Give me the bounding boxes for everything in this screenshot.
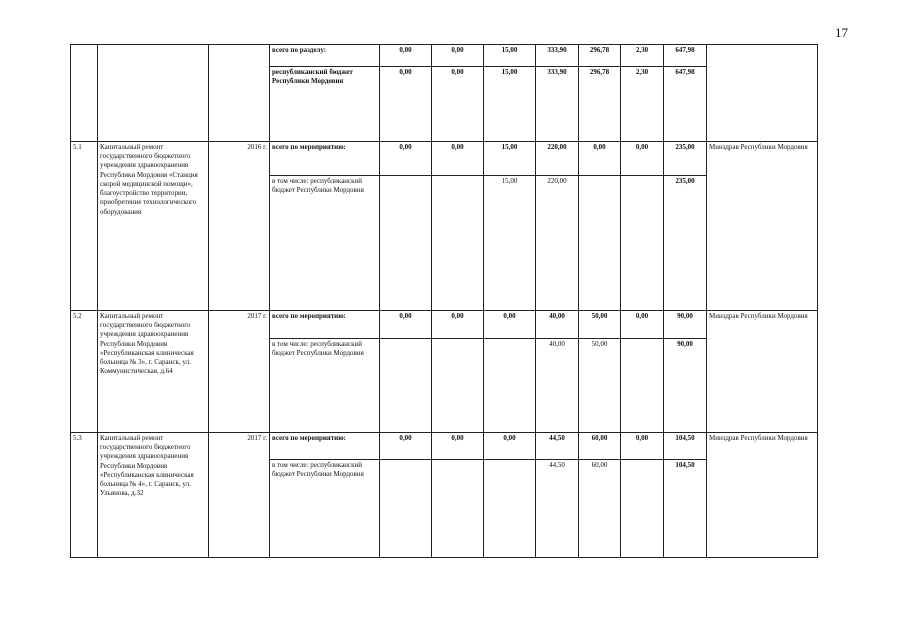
- section-budget-label: республиканский бюджет Республики Мордовия: [270, 67, 380, 142]
- value-cell: 90,00: [664, 311, 707, 339]
- value-cell: 0,00: [432, 45, 484, 67]
- value-cell: 333,90: [536, 67, 579, 142]
- item-executor: Минздрав Республики Мордовия: [707, 142, 818, 311]
- item-executor: Минздрав Республики Мордовия: [707, 311, 818, 433]
- value-cell: [432, 339, 484, 433]
- value-cell: 0,00: [579, 142, 621, 176]
- value-cell: 647,98: [664, 45, 707, 67]
- value-cell: 333,90: [536, 45, 579, 67]
- item-executor: Минздрав Республики Мордовия: [707, 433, 818, 558]
- item-number: 5.1: [71, 142, 98, 311]
- item-description: Капитальный ремонт государственного бюджетного учреждения здравоохранения Республики Мордовия «Республиканская клиническая больница № 3», г. Саранск, ул. Коммунистическая, д.64: [98, 311, 209, 433]
- value-cell: 220,00: [536, 176, 579, 311]
- item-description: Капитальный ремонт государственного бюджетного учреждения здравоохранения Республики Мордовия «Республиканская клиническая больница № 4», г. Саранск, ул. Ульянова, д.32: [98, 433, 209, 558]
- item-sub-label: в том числе: республиканский бюджет Республики Мордовия: [270, 339, 380, 433]
- value-cell: 296,78: [579, 67, 621, 142]
- value-cell: 0,00: [484, 311, 536, 339]
- value-cell: 0,00: [380, 45, 432, 67]
- value-cell: [484, 460, 536, 558]
- value-cell: 40,00: [536, 339, 579, 433]
- value-cell: 90,00: [664, 339, 707, 433]
- value-cell: 0,00: [432, 67, 484, 142]
- value-cell: 2,30: [621, 67, 664, 142]
- value-cell: [380, 339, 432, 433]
- budget-table: [70, 44, 818, 558]
- value-cell: [579, 176, 621, 311]
- empty-description-cell: [98, 45, 209, 142]
- item-total-label: всего по мероприятию:: [270, 311, 380, 339]
- value-cell: 647,98: [664, 67, 707, 142]
- value-cell: 0,00: [432, 142, 484, 176]
- value-cell: [380, 460, 432, 558]
- item-year: 2017 г.: [209, 433, 270, 558]
- value-cell: [621, 339, 664, 433]
- value-cell: [432, 176, 484, 311]
- value-cell: 0,00: [621, 142, 664, 176]
- value-cell: 15,00: [484, 45, 536, 67]
- value-cell: 0,00: [380, 433, 432, 460]
- value-cell: 235,00: [664, 176, 707, 311]
- item-number: 5.2: [71, 311, 98, 433]
- value-cell: [621, 176, 664, 311]
- value-cell: [432, 460, 484, 558]
- value-cell: 50,00: [579, 339, 621, 433]
- value-cell: 104,50: [664, 433, 707, 460]
- section-total-label: всего по разделу:: [270, 45, 380, 67]
- empty-executor-cell: [707, 45, 818, 142]
- item-year: 2017 г.: [209, 311, 270, 433]
- value-cell: 40,00: [536, 311, 579, 339]
- value-cell: 296,78: [579, 45, 621, 67]
- value-cell: 0,00: [621, 311, 664, 339]
- value-cell: 104,50: [664, 460, 707, 558]
- value-cell: [380, 176, 432, 311]
- empty-num-cell: [71, 45, 98, 142]
- value-cell: 44,50: [536, 460, 579, 558]
- item-total-label: всего по мероприятию:: [270, 142, 380, 176]
- value-cell: 0,00: [380, 142, 432, 176]
- value-cell: 0,00: [380, 311, 432, 339]
- item-sub-label: в том числе: республиканский бюджет Республики Мордовия: [270, 460, 380, 558]
- value-cell: 0,00: [432, 433, 484, 460]
- value-cell: 50,00: [579, 311, 621, 339]
- value-cell: 0,00: [380, 67, 432, 142]
- value-cell: [484, 339, 536, 433]
- value-cell: 15,00: [484, 67, 536, 142]
- item-total-row: [71, 433, 818, 460]
- value-cell: 0,00: [621, 433, 664, 460]
- value-cell: 220,00: [536, 142, 579, 176]
- value-cell: 0,00: [432, 311, 484, 339]
- item-total-row: [71, 142, 818, 176]
- value-cell: 60,00: [579, 460, 621, 558]
- empty-year-cell: [209, 45, 270, 142]
- item-year: 2016 г.: [209, 142, 270, 311]
- value-cell: 15,00: [484, 176, 536, 311]
- value-cell: 60,00: [579, 433, 621, 460]
- value-cell: [621, 460, 664, 558]
- value-cell: 235,00: [664, 142, 707, 176]
- item-total-label: всего по мероприятию:: [270, 433, 380, 460]
- value-cell: 15,00: [484, 142, 536, 176]
- item-sub-label: в том числе: республиканский бюджет Республики Мордовия: [270, 176, 380, 311]
- value-cell: 0,00: [484, 433, 536, 460]
- item-total-row: [71, 311, 818, 339]
- section-total-row: [71, 45, 818, 67]
- item-description: Капитальный ремонт государственного бюджетного учреждения здравоохранения Республики Мордовия «Станция скорой медицинской помощи», благоустройство территории, приобретение технологического оборудования: [98, 142, 209, 311]
- value-cell: 2,30: [621, 45, 664, 67]
- page-number: 17: [835, 25, 848, 40]
- value-cell: 44,50: [536, 433, 579, 460]
- item-number: 5.3: [71, 433, 98, 558]
